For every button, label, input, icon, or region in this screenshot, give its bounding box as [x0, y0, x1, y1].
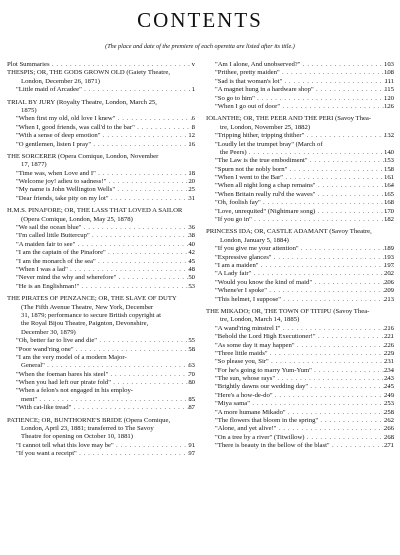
entry-text: "Here's a how-de-do" . . . — [206, 392, 394, 400]
toc-entry — [7, 224, 195, 232]
toc-continuation — [7, 396, 195, 404]
page-number: 16 — [188, 140, 195, 148]
toc-heading — [206, 115, 394, 123]
right-column — [206, 61, 394, 451]
entry-text: "Sad is that woman's lot" . . . — [206, 78, 394, 86]
entry-text: "When I go out of door" . . . — [206, 103, 394, 111]
entry-text: THESPIS; OR, THE GODS GROWN OLD (Gaiety Theatre, — [7, 69, 171, 77]
page-number: 111 — [384, 77, 394, 85]
page-number: 42 — [188, 249, 195, 257]
page-number: 132 — [383, 132, 394, 140]
page-number: 209 — [383, 287, 394, 295]
page-number: 258 — [383, 408, 394, 416]
toc-heading — [206, 308, 394, 316]
entry-text: ment" . . . — [7, 396, 195, 404]
entry-text: "O gentlemen, listen I pray" . . . — [7, 141, 195, 149]
toc-entry — [206, 400, 394, 408]
entry-text: General" . . . — [7, 362, 195, 370]
toc-continuation — [7, 312, 195, 320]
entry-text: PRINCESS IDA; OR, CASTLE ADAMANT (Savoy Theatre, — [206, 228, 372, 236]
entry-text: "We sail the ocean blue" . . . — [7, 224, 195, 232]
toc-entry — [7, 442, 195, 450]
entry-text: "The flowers that bloom in the spring" . . . — [206, 417, 394, 425]
page-number: 85 — [188, 395, 195, 403]
page-number: 91 — [188, 441, 195, 449]
entry-text: "Welcome joy! adieu to sadness!" . . . — [7, 178, 195, 186]
toc-entry — [206, 254, 394, 262]
toc-entry — [7, 132, 195, 140]
page-number: 182 — [383, 216, 394, 224]
entry-text: (The Fifth Avenue Theatre, New York, December — [21, 303, 154, 311]
page-number: 1 — [191, 86, 195, 94]
entry-text: "A Lady fair" . . . — [206, 270, 394, 278]
entry-text: "There is beauty in the bellow of the blast" . . . — [206, 442, 394, 450]
toc-entry — [7, 178, 195, 186]
page-number: 168 — [383, 199, 394, 207]
page-number: 262 — [383, 417, 394, 425]
toc-entry — [7, 249, 195, 257]
toc-entry — [7, 346, 195, 354]
toc-entry — [206, 375, 394, 383]
entry-text: "When Britain really rul'd the waves" . . . — [206, 191, 394, 199]
entry-text: THE PIRATES OF PENZANCE; OR, THE SLAVE OF DUTY — [7, 295, 177, 303]
page-number: 12 — [188, 132, 195, 140]
entry-text: "So go to him" . . . — [206, 95, 394, 103]
toc-continuation — [7, 433, 195, 441]
entry-text: TRIAL BY JURY (Royalty Theatre, London, March 25, — [7, 98, 157, 106]
toc-entry — [7, 124, 195, 132]
entry-text: "Miya sama" . . . — [206, 400, 394, 408]
entry-text: "If you go in" . . . — [206, 216, 394, 224]
entry-text: "Prithee, pretty maiden" . . . — [206, 69, 394, 77]
entry-text: THE SORCERER (Opera Comique, London, November — [7, 152, 159, 160]
toc-entry — [206, 86, 394, 94]
page-number: 31 — [188, 194, 195, 202]
entry-text: "When I went to the Bar" . . . — [206, 174, 394, 182]
entry-text: "Would you know the kind of maid" . . . — [206, 279, 394, 287]
page-number: 226 — [383, 341, 394, 349]
toc-entry — [7, 186, 195, 194]
page-number: 115 — [384, 86, 394, 94]
entry-text: "Never mind the why and wherefore" . . . — [7, 274, 195, 282]
page-number: 70 — [188, 370, 195, 378]
page-number: 18 — [188, 169, 195, 177]
entry-text: "A magnet hung in a hardware shop" . . . — [206, 86, 394, 94]
entry-text: Theatre for opening on October 10, 1881) — [21, 433, 133, 441]
entry-text: tre, London, March 14, 1885) — [220, 316, 300, 324]
entry-text: "As some day it may happen" . . . — [206, 342, 394, 350]
toc-heading — [7, 295, 195, 303]
toc-continuation — [7, 362, 195, 370]
page-number: 202 — [383, 270, 394, 278]
toc-entry — [206, 245, 394, 253]
toc-heading — [7, 99, 195, 107]
page-number: 63 — [188, 362, 195, 370]
entry-text: "Brightly dawns our wedding day" . . . — [206, 383, 394, 391]
page-number: 245 — [383, 383, 394, 391]
entry-text: "With a sense of deep emotion" . . . — [7, 132, 195, 140]
page-number: 45 — [188, 257, 195, 265]
toc-entry — [206, 270, 394, 278]
entry-text: H.M.S. PINAFORE; OR, THE LASS THAT LOVED A SAILOR — [7, 207, 183, 215]
page-number: 206 — [383, 278, 394, 286]
toc-entry — [206, 333, 394, 341]
toc-entry — [206, 350, 394, 358]
entry-text: "I am a maiden" . . . — [206, 262, 394, 270]
entry-text: "Loudly let the trumpet bray" (March of — [215, 140, 323, 148]
toc-entry — [206, 174, 394, 182]
toc-entry — [206, 157, 394, 165]
page-number: 268 — [383, 433, 394, 441]
entry-text: "If you want a receipt" . . . — [7, 450, 195, 458]
toc-continuation — [206, 124, 394, 132]
entry-text: 17, 1877) — [21, 161, 47, 169]
toc-entry — [206, 442, 394, 450]
page-number: 266 — [383, 425, 394, 433]
page-number: 170 — [383, 207, 394, 215]
entry-text: 31, 1879; performance to secure British copyright at — [21, 311, 162, 319]
entry-text: "On a tree by a river" (Titwillow) . . . — [206, 434, 394, 442]
entry-text: "When first my old, old love I knew" . . . — [7, 115, 195, 123]
page-number: 25 — [188, 186, 195, 194]
entry-text: 1875) — [21, 106, 37, 114]
entry-text: "Am I alone, And unobserved?" . . . — [206, 61, 394, 69]
toc-entry — [206, 132, 394, 140]
toc-entry — [206, 182, 394, 190]
entry-text: "If you give me your attention" . . . — [206, 245, 394, 253]
page-number: 165 — [383, 190, 394, 198]
toc-entry — [7, 266, 195, 274]
toc-continuation — [7, 304, 195, 312]
toc-entry — [206, 199, 394, 207]
entry-text: the Royal Bijou Theatre, Paignton, Devonshire, — [21, 320, 149, 328]
entry-text: Plot Summaries . . . — [7, 61, 195, 69]
page-number: 153 — [383, 157, 394, 165]
page-number: 161 — [383, 174, 394, 182]
toc-entry — [206, 208, 394, 216]
toc-entry — [7, 141, 195, 149]
toc-entry — [7, 232, 195, 240]
page-number: 249 — [383, 391, 394, 399]
toc-entry — [206, 287, 394, 295]
toc-entry — [206, 262, 394, 270]
entry-text: "With cat-like tread" . . . — [7, 404, 195, 412]
entry-text: IOLANTHE; OR, THE PEER AND THE PERI (Savoy Thea- — [206, 115, 372, 123]
entry-text: "Time was, when Love and I" . . . — [7, 170, 195, 178]
entry-text: "Expressive glances" . . . — [206, 254, 394, 262]
toc-entry — [206, 69, 394, 77]
toc-entry — [206, 417, 394, 425]
entry-text: "He is an Englishman!" . . . — [7, 283, 195, 291]
entry-text: tre, London, November 25, 1882) — [220, 123, 311, 131]
toc-continuation — [7, 107, 195, 115]
toc-entry — [7, 283, 195, 291]
entry-text: the Peers) . . . — [206, 149, 394, 157]
toc-continuation — [7, 161, 195, 169]
toc-entry — [206, 392, 394, 400]
toc-entry — [206, 103, 394, 111]
page-number: 120 — [383, 94, 394, 102]
page-title: CONTENTS — [137, 8, 263, 32]
entry-text: "Dear friends, take pity on my lot" . . . — [7, 195, 195, 203]
entry-text: "So please you, Sir" . . . — [206, 358, 394, 366]
entry-text: "Spurn not the nobly born" . . . — [206, 166, 394, 174]
page-number: 55 — [188, 337, 195, 345]
entry-text: London, January 5, 1884) — [220, 236, 289, 244]
toc-continuation — [7, 78, 195, 86]
page-number: 189 — [383, 245, 394, 253]
entry-text: "A wand'ring minstrel I" . . . — [206, 325, 394, 333]
page-number: 87 — [188, 404, 195, 412]
page-number: v — [191, 61, 195, 68]
entry-text: "When a felon's not engaged in his employ- — [16, 387, 134, 395]
left-column — [7, 61, 195, 459]
page-number: 158 — [383, 165, 394, 173]
toc-entry — [7, 86, 195, 94]
entry-text: "Little maid of Arcadee" . . . — [7, 86, 195, 94]
entry-text: London, December 26, 1871) — [21, 77, 100, 85]
toc-entry — [7, 170, 195, 178]
toc-heading — [206, 228, 394, 236]
toc-entry — [206, 383, 394, 391]
toc-entry — [7, 195, 195, 203]
entry-text: PATIENCE; OR, BUNTHORNE'S BRIDE (Opera Comique, — [7, 416, 171, 424]
page-number: 50 — [188, 274, 195, 282]
entry-text: "Behold the Lord High Executioner!" . . . — [206, 333, 394, 341]
page-number: 213 — [383, 295, 394, 303]
entry-text: "When the foeman bares his steel" . . . — [7, 371, 195, 379]
toc-entry — [7, 115, 195, 123]
entry-text: (Opera Comique, London, May 25, 1878) — [21, 215, 133, 223]
entry-text: London, April 23, 1881; transferred to The Savoy — [21, 425, 154, 433]
toc-entry — [7, 241, 195, 249]
toc-entry — [206, 61, 394, 69]
entry-text: "Love, unrequited" (Nightmare song) . . . — [206, 208, 394, 216]
toc-entry — [206, 141, 394, 149]
page-number: 234 — [383, 366, 394, 374]
entry-text: "The sun, whose rays" . . . — [206, 375, 394, 383]
toc-entry — [206, 325, 394, 333]
toc-entry — [206, 367, 394, 375]
toc-continuation — [206, 316, 394, 324]
entry-text: "For he's going to marry Yum-Yum" . . . — [206, 367, 394, 375]
toc-continuation — [7, 329, 195, 337]
toc-entry — [7, 450, 195, 458]
entry-text: THE MIKADO; OR, THE TOWN OF TITIPU (Savoy Thea- — [206, 307, 370, 315]
page-number: 193 — [383, 253, 394, 261]
entry-text: "Tripping hither, tripping thither" . . . — [206, 132, 394, 140]
page-number: 126 — [383, 102, 394, 110]
entry-text: "My name is John Wellington Wells" . . . — [7, 186, 195, 194]
toc-heading — [7, 207, 195, 215]
page-number: 80 — [188, 379, 195, 387]
toc-entry — [206, 425, 394, 433]
page-number: 103 — [383, 61, 394, 68]
toc-entry — [206, 191, 394, 199]
page-number: 38 — [188, 232, 195, 240]
toc-entry — [7, 274, 195, 282]
entry-text: "I cannot tell what this love may be" . . . — [7, 442, 195, 450]
entry-text: "A more humane Mikado" . . . — [206, 409, 394, 417]
page-number: 20 — [188, 178, 195, 186]
page-number: 8 — [191, 123, 195, 131]
toc-heading — [7, 417, 195, 425]
toc-entry — [206, 342, 394, 350]
toc-entry — [206, 216, 394, 224]
page-number: 231 — [383, 358, 394, 366]
toc-entry — [206, 409, 394, 417]
page-number: 243 — [383, 375, 394, 383]
entry-text: "Poor wand'ring one" . . . — [7, 346, 195, 354]
toc-entry — [7, 404, 195, 412]
toc-continuation — [206, 237, 394, 245]
entry-text: "I'm called little Buttercup" . . . — [7, 232, 195, 240]
entry-text: "A maiden fair to see" . . . — [7, 241, 195, 249]
toc-heading — [7, 153, 195, 161]
toc-entry — [7, 371, 195, 379]
toc-continuation — [7, 216, 195, 224]
toc-entry — [7, 258, 195, 266]
toc-continuation — [206, 149, 394, 157]
entry-text: "Three little maids" . . . — [206, 350, 394, 358]
page-number: 36 — [188, 224, 195, 232]
page-subtitle: (The place and date of the premiere of each operetta are listed after its title.) — [105, 43, 295, 50]
page-number: 40 — [188, 240, 195, 248]
page-number: 229 — [383, 349, 394, 357]
toc-entry — [7, 387, 195, 395]
toc-heading — [7, 61, 195, 69]
entry-text: "When I, good friends, was call'd to the bar" . . . — [7, 124, 195, 132]
toc-continuation — [7, 320, 195, 328]
toc-heading — [7, 69, 195, 77]
entry-text: December 30, 1879) — [21, 328, 76, 336]
page-number: 6 — [191, 115, 195, 123]
toc-entry — [206, 166, 394, 174]
toc-entry — [206, 95, 394, 103]
entry-text: "I am the monarch of the sea" . . . — [7, 258, 195, 266]
toc-entry — [206, 78, 394, 86]
toc-entry — [7, 337, 195, 345]
entry-text: "When I was a lad" . . . — [7, 266, 195, 274]
toc-entry — [206, 279, 394, 287]
entry-text: "Oh, foolish fay" . . . — [206, 199, 394, 207]
toc-entry — [7, 354, 195, 362]
entry-text: "I am the captain of the Pinafore" . . . — [7, 249, 195, 257]
page-number: 58 — [188, 345, 195, 353]
entry-text: "Whene'er I spoke" . . . — [206, 287, 394, 295]
entry-text: "Oh, better far to live and die" . . . — [7, 337, 195, 345]
entry-text: "I am the very model of a modern Major- — [16, 353, 127, 361]
entry-text: "This helmet, I suppose" . . . — [206, 296, 394, 304]
entry-text: "When you had left our pirate fold" . . . — [7, 379, 195, 387]
toc-entry — [206, 358, 394, 366]
toc-entry — [206, 434, 394, 442]
page-number: 216 — [383, 324, 394, 332]
page-number: 53 — [188, 282, 195, 290]
page-number: 197 — [383, 261, 394, 269]
page-number: 48 — [188, 265, 195, 273]
page-number: 97 — [188, 450, 195, 458]
page-number: 164 — [383, 182, 394, 190]
entry-text: "The Law is the true embodiment" . . . — [206, 157, 394, 165]
toc-entry — [7, 379, 195, 387]
page-number: 108 — [383, 69, 394, 77]
entry-text: "When all night long a chap remains" . . . — [206, 182, 394, 190]
page-number: 253 — [383, 400, 394, 408]
entry-text: "Alone, and yet alive!" . . . — [206, 425, 394, 433]
page-number: 140 — [383, 148, 394, 156]
toc-entry — [206, 296, 394, 304]
toc-continuation — [7, 425, 195, 433]
page-number: 221 — [383, 333, 394, 341]
page-number: 271 — [383, 442, 394, 450]
